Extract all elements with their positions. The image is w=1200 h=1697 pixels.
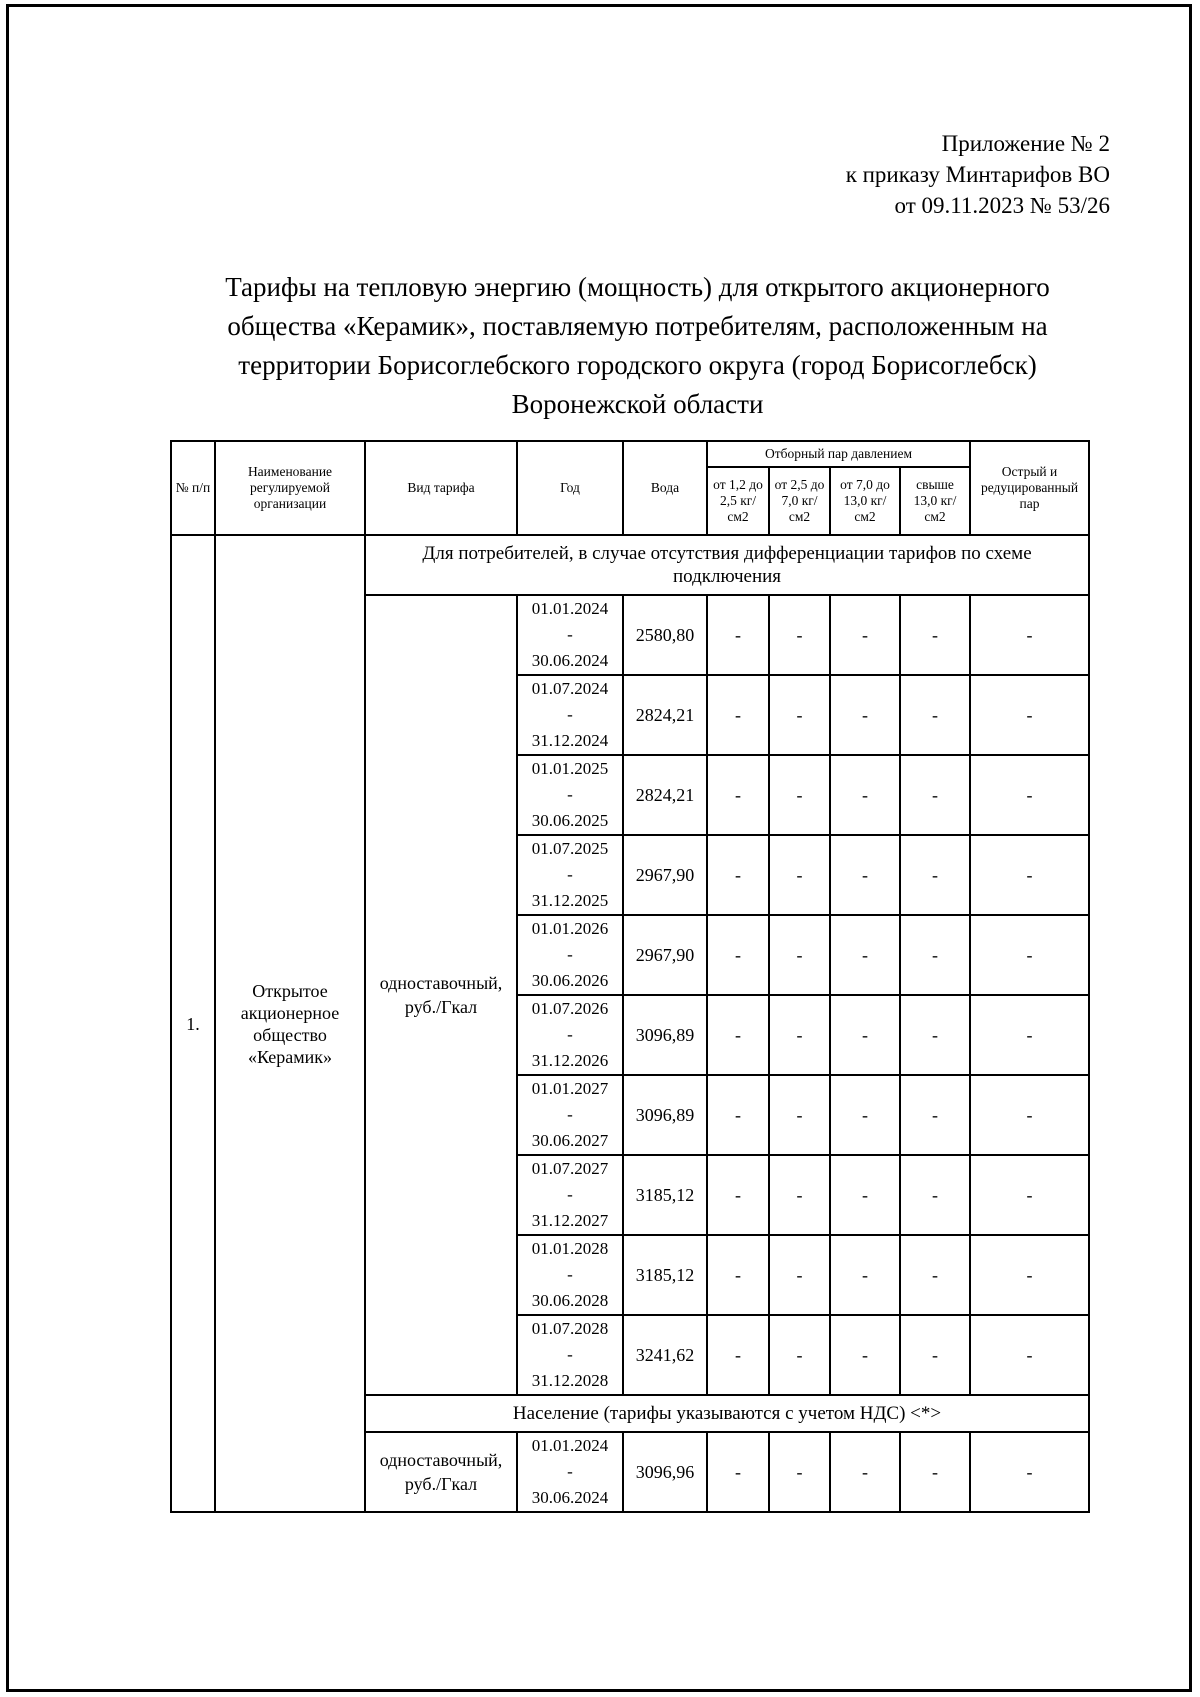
tariff-p1-value: - <box>707 595 769 675</box>
appendix-line-2: к приказу Минтарифов ВО <box>845 162 1110 187</box>
period-cell <box>517 1315 623 1395</box>
water-tariff-value: 3096,89 <box>623 1075 707 1155</box>
water-tariff-value: 3185,12 <box>623 1235 707 1315</box>
tariff-sharp-value: - <box>970 675 1089 755</box>
period-sep: - <box>567 1105 573 1124</box>
tariff-p2-value: - <box>769 835 830 915</box>
header-pressure-1: от 1,2 до 2,5 кг/см2 <box>707 467 769 535</box>
period-to: 30.06.2025 <box>531 811 609 830</box>
period-sep: - <box>567 945 573 964</box>
header-pressure-2: от 2,5 до 7,0 кг/см2 <box>769 467 830 535</box>
period-cell <box>517 595 623 675</box>
period-cell <box>517 675 623 755</box>
period-from: 01.07.2024 <box>531 679 609 698</box>
period-to: 30.06.2027 <box>531 1131 609 1150</box>
tariff-p4-value: - <box>900 995 970 1075</box>
period-sep: - <box>567 1345 573 1364</box>
tariff-sharp-value: - <box>970 1155 1089 1235</box>
appendix-line-3: от 09.11.2023 № 53/26 <box>894 193 1110 218</box>
water-tariff-value: 2580,80 <box>623 595 707 675</box>
title-line-1: Тарифы на тепловую энергию (мощность) для открытого акционерного <box>225 272 1050 302</box>
water-tariff-value: 3096,96 <box>623 1432 707 1512</box>
tariff-p2-value: - <box>769 915 830 995</box>
period-from: 01.07.2028 <box>531 1319 609 1338</box>
period-to: 30.06.2026 <box>531 971 609 990</box>
tariff-table <box>170 440 1090 1513</box>
tariff-p4-value: - <box>900 595 970 675</box>
organization-name: Открытое акционерное общество «Керамик» <box>215 535 365 1512</box>
period-cell <box>517 1075 623 1155</box>
period-from: 01.01.2025 <box>531 759 609 778</box>
appendix-line-1: Приложение № 2 <box>941 131 1110 156</box>
tariff-sharp-value: - <box>970 595 1089 675</box>
period-to: 31.12.2024 <box>531 731 609 750</box>
water-tariff-value: 3241,62 <box>623 1315 707 1395</box>
header-steam-group: Отборный пар давлением <box>707 441 970 467</box>
period-from: 01.01.2028 <box>531 1239 609 1258</box>
period-from: 01.07.2026 <box>531 999 609 1018</box>
section-population-title: Население (тарифы указываются с учетом НДС) <*> <box>365 1395 1089 1432</box>
tariff-p2-value: - <box>769 1075 830 1155</box>
period-sep: - <box>567 705 573 724</box>
tariff-p1-value: - <box>707 1155 769 1235</box>
tariff-p2-value: - <box>769 995 830 1075</box>
period-from: 01.07.2027 <box>531 1159 609 1178</box>
period-sep: - <box>567 1462 573 1481</box>
tariff-p3-value: - <box>830 1155 900 1235</box>
tariff-p2-value: - <box>769 675 830 755</box>
tariff-p1-value: - <box>707 1235 769 1315</box>
period-from: 01.07.2025 <box>531 839 609 858</box>
tariff-p1-value: - <box>707 1315 769 1395</box>
header-num: № п/п <box>171 441 215 535</box>
title-line-4: Воронежской области <box>511 389 764 419</box>
tariff-p4-value: - <box>900 1432 970 1512</box>
title-line-3: территории Борисоглебского городского округа (город Борисоглебск) <box>238 350 1037 380</box>
tariff-type: одноставочный, руб./Гкал <box>365 1432 517 1512</box>
tariff-p3-value: - <box>830 835 900 915</box>
tariff-sharp-value: - <box>970 1432 1089 1512</box>
period-cell <box>517 835 623 915</box>
tariff-p2-value: - <box>769 1235 830 1315</box>
tariff-p2-value: - <box>769 595 830 675</box>
header-pressure-4: свыше 13,0 кг/см2 <box>900 467 970 535</box>
tariff-p3-value: - <box>830 595 900 675</box>
tariff-sharp-value: - <box>970 915 1089 995</box>
document-title <box>170 268 1105 424</box>
water-tariff-value: 3096,89 <box>623 995 707 1075</box>
period-from: 01.01.2024 <box>531 599 609 618</box>
water-tariff-value: 2967,90 <box>623 835 707 915</box>
tariff-p4-value: - <box>900 755 970 835</box>
tariff-p4-value: - <box>900 1155 970 1235</box>
period-cell <box>517 915 623 995</box>
tariff-p4-value: - <box>900 1075 970 1155</box>
tariff-sharp-value: - <box>970 755 1089 835</box>
tariff-p1-value: - <box>707 1075 769 1155</box>
period-sep: - <box>567 1025 573 1044</box>
header-tariff-type: Вид тарифа <box>365 441 517 535</box>
tariff-sharp-value: - <box>970 1075 1089 1155</box>
tariff-p3-value: - <box>830 1075 900 1155</box>
period-sep: - <box>567 1185 573 1204</box>
tariff-p1-value: - <box>707 675 769 755</box>
period-cell <box>517 1235 623 1315</box>
tariff-p1-value: - <box>707 1432 769 1512</box>
header-org: Наименование регулируемой организации <box>215 441 365 535</box>
water-tariff-value: 2824,21 <box>623 675 707 755</box>
tariff-sharp-value: - <box>970 835 1089 915</box>
header-water: Вода <box>623 441 707 535</box>
tariff-p4-value: - <box>900 1235 970 1315</box>
period-to: 30.06.2028 <box>531 1291 609 1310</box>
period-cell <box>517 1155 623 1235</box>
section-consumers-title: Для потребителей, в случае отсутствия дифференциации тарифов по схеме подключения <box>365 535 1089 595</box>
tariff-p3-value: - <box>830 1235 900 1315</box>
tariff-p3-value: - <box>830 915 900 995</box>
tariff-p1-value: - <box>707 755 769 835</box>
period-cell <box>517 1432 623 1512</box>
period-to: 31.12.2027 <box>531 1211 609 1230</box>
period-to: 30.06.2024 <box>531 1488 609 1507</box>
period-cell <box>517 755 623 835</box>
tariff-sharp-value: - <box>970 995 1089 1075</box>
tariff-p3-value: - <box>830 1432 900 1512</box>
water-tariff-value: 3185,12 <box>623 1155 707 1235</box>
tariff-type: одноставочный, руб./Гкал <box>365 595 517 1395</box>
row-number: 1. <box>171 535 215 1512</box>
period-to: 31.12.2026 <box>531 1051 609 1070</box>
tariff-p3-value: - <box>830 1315 900 1395</box>
period-sep: - <box>567 785 573 804</box>
tariff-p4-value: - <box>900 835 970 915</box>
period-cell <box>517 995 623 1075</box>
period-sep: - <box>567 865 573 884</box>
appendix-note <box>846 128 1110 221</box>
period-from: 01.01.2027 <box>531 1079 609 1098</box>
tariff-p4-value: - <box>900 915 970 995</box>
tariff-p1-value: - <box>707 995 769 1075</box>
tariff-p4-value: - <box>900 675 970 755</box>
tariff-p1-value: - <box>707 835 769 915</box>
period-to: 31.12.2028 <box>531 1371 609 1390</box>
period-sep: - <box>567 625 573 644</box>
tariff-p3-value: - <box>830 995 900 1075</box>
header-pressure-3: от 7,0 до 13,0 кг/см2 <box>830 467 900 535</box>
water-tariff-value: 2824,21 <box>623 755 707 835</box>
title-line-2: общества «Керамик», поставляемую потребителям, расположенным на <box>227 311 1048 341</box>
period-sep: - <box>567 1265 573 1284</box>
tariff-p2-value: - <box>769 1315 830 1395</box>
tariff-sharp-value: - <box>970 1315 1089 1395</box>
tariff-p2-value: - <box>769 755 830 835</box>
tariff-p1-value: - <box>707 915 769 995</box>
tariff-p4-value: - <box>900 1315 970 1395</box>
period-to: 30.06.2024 <box>531 651 609 670</box>
tariff-p2-value: - <box>769 1432 830 1512</box>
tariff-sharp-value: - <box>970 1235 1089 1315</box>
period-from: 01.01.2024 <box>531 1436 609 1455</box>
water-tariff-value: 2967,90 <box>623 915 707 995</box>
period-to: 31.12.2025 <box>531 891 609 910</box>
tariff-p2-value: - <box>769 1155 830 1235</box>
header-year: Год <box>517 441 623 535</box>
tariff-p3-value: - <box>830 755 900 835</box>
tariff-p3-value: - <box>830 675 900 755</box>
period-from: 01.01.2026 <box>531 919 609 938</box>
header-sharp-steam: Острый и редуцированный пар <box>970 441 1089 535</box>
